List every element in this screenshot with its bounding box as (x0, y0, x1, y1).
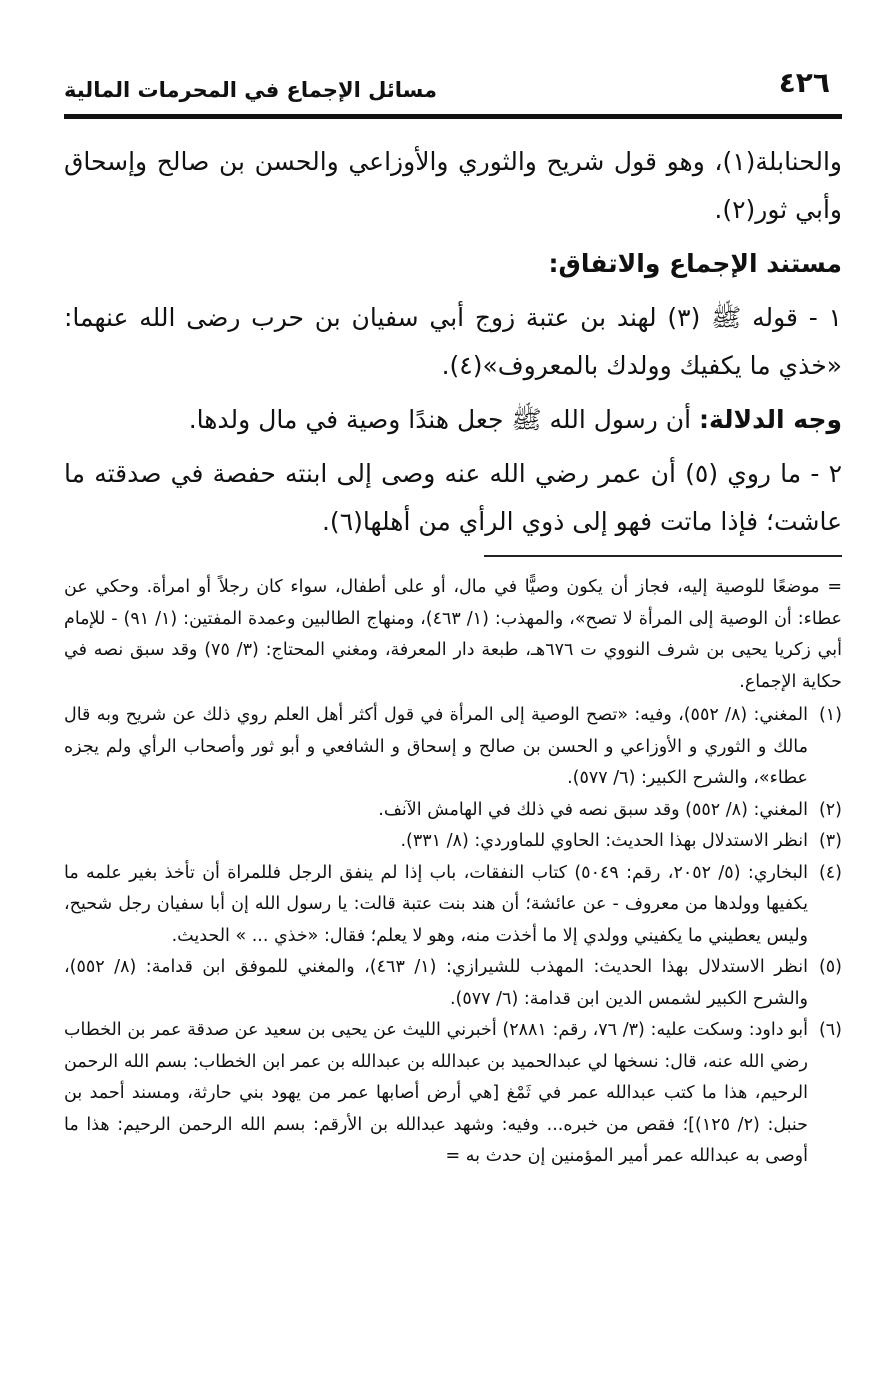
header-rule (64, 114, 842, 119)
footnote (64, 795, 842, 827)
footnote-text: انظر الاستدلال بهذا الحديث: المهذب للشيرازي: (١/ ٤٦٣)، والمغني للموفق ابن قدامة: (٨/ ٥٥٢)، والشرح الكبير لشمس الدين ابن قدامة: (٦/ ٥٧٧). (64, 957, 808, 1009)
page-header (64, 66, 842, 110)
footnote (64, 826, 842, 858)
footnote (64, 952, 842, 1015)
page-number: ٤٢٦ (778, 66, 830, 99)
section-heading: مستند الإجماع والاتفاق: (548, 249, 842, 278)
footnote-continuation: = موضعًا للوصية إليه، فجاز أن يكون وصيًّا في مال، أو على أطفال، سواء كان رجلاً أو امرأة. وحكي عن عطاء: أن الوصية إلى المرأة لا تصح»، والمهذب: (١/ ٤٦٣)، ومنهاج الطالبين وعمدة المفتين: (١/ ٩١) - للإمام أبي زكريا يحيى بن شرف النووي ت ٦٧٦هـ، طبعة دار المعرفة، ومغني المحتاج: (٣/ ٧٥) وقد سبق نصه في حكاية الإجماع. (64, 577, 842, 692)
footnote-text: انظر الاستدلال بهذا الحديث: الحاوي للماوردي: (٨/ ٣٣١). (400, 831, 808, 851)
footnote-separator (484, 555, 842, 557)
paragraph: والحنابلة(١)، وهو قول شريح والثوري والأوزاعي والحسن بن صالح وإسحاق وأبي ثور(٢). (64, 147, 842, 224)
evidence-item-1: ١ - قوله ﷺ (٣) لهند بن عتبة زوج أبي سفيان بن حرب رضى الله عنهما: «خذي ما يكفيك وولدك بالمعروف»(٤). (64, 303, 842, 380)
explanation-text: أن رسول الله ﷺ جعل هندًا وصية في مال ولدها. (188, 405, 700, 434)
footnote-text: البخاري: (٥/ ٢٠٥٢، رقم: ٥٠٤٩) كتاب النفقات، باب إذا لم ينفق الرجل فللمراة أن تأخذ بغير علمه ما يكفيها وولدها من معروف - عن عائشة؛ أن هند بنت عتبة قالت: يا رسول الله إن أبا سفيان رجل شحيح، وليس يعطيني ما يكفيني وولدي إلا ما أخذت منه، وهو لا يعلم؛ فقال: «خذي ... » الحديث. (64, 862, 809, 946)
footnote (64, 700, 842, 795)
footnote (64, 1015, 842, 1173)
main-text (64, 138, 842, 552)
footnote-text: المغني: (٨/ ٥٥٢)، وفيه: «تصح الوصية إلى المرأة في قول أكثر أهل العلم روي ذلك عن شريح وبه قال مالك و الثوري و الأوزاعي و الحسن بن صالح و إسحاق و الشافعي و أبو ثور وأصحاب الرأي ولم يجزه عطاء»، والشرح الكبير: (٦/ ٥٧٧). (64, 705, 808, 788)
footnote-number: (٤) (818, 862, 842, 883)
footnote-number: (٥) (818, 957, 842, 977)
evidence-explanation (64, 396, 842, 444)
footnotes (64, 572, 842, 1173)
footnote-number: (٢) (818, 799, 842, 820)
footnote-text: أبو داود: وسكت عليه: (٣/ ٧٦، رقم: ٢٨٨١) أخبرني الليث عن يحيى بن سعيد عن صدقة عمر بن الخطاب رضي الله عنه، قال: نسخها لي عبدالحميد بن عبدالله بن عبدالله بن عمر ابن الخطاب: بسم الله الرحمن الرحيم، هذا ما كتب عبدالله عمر في ثَمْغ [هي أرض أصابها عمر من يهود بني حارثة، ومسند أحمد بن حنبل: (٢/ ١٢٥)]؛ فقص من خبره... وفيه: وشهد عبدالله بن الأرقم: بسم الله الرحمن الرحيم: هذا ما أوصى به عبدالله عمر أمير المؤمنين إن حدث به = (64, 1020, 808, 1166)
footnote-number: (١) (818, 705, 842, 725)
footnote (64, 858, 842, 953)
footnote-number: (٣) (818, 831, 842, 851)
running-title: مسائل الإجماع في المحرمات المالية (64, 78, 437, 102)
evidence-item-2: ٢ - ما روي (٥) أن عمر رضي الله عنه وصى إلى ابنته حفصة في صدقته ما عاشت؛ فإذا ماتت فهو إلى ذوي الرأي من أهلها(٦). (64, 459, 842, 536)
footnote-text: المغني: (٨/ ٥٥٢) وقد سبق نصه في ذلك في الهامش الآنف. (378, 799, 808, 820)
footnote-number: (٦) (818, 1020, 842, 1040)
explanation-label: وجه الدلالة: (699, 405, 842, 434)
